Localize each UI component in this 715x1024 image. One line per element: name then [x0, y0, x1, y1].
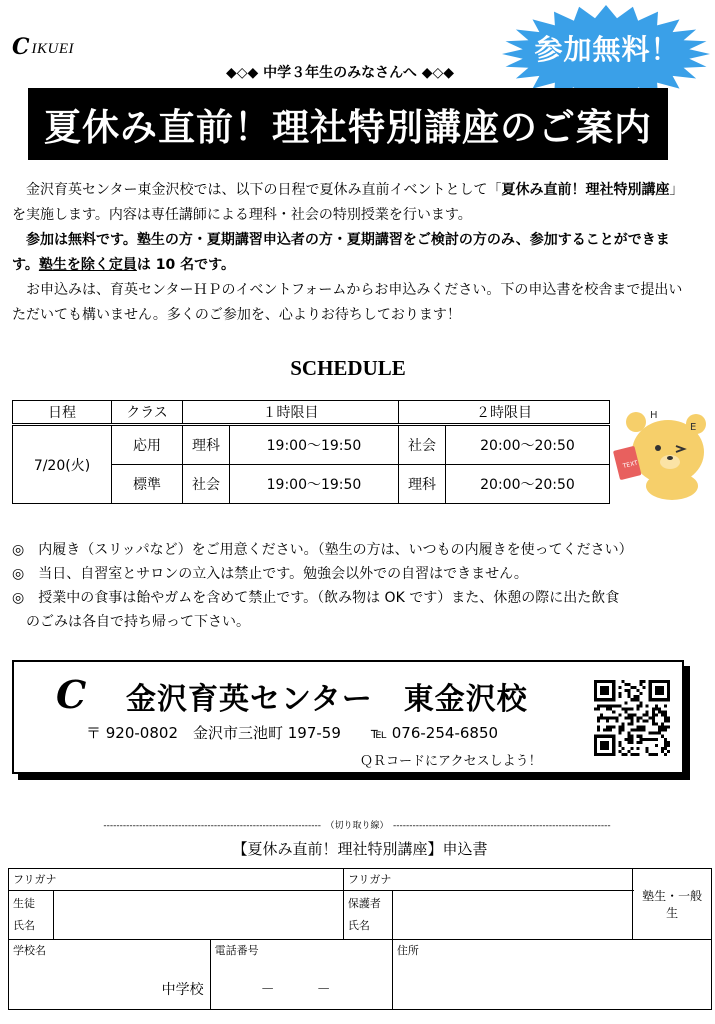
header-class: クラス [112, 401, 183, 425]
bear-letter-e: E [690, 422, 697, 433]
capacity-label: 塾生を除く定員 [38, 257, 137, 273]
class-name: 標準 [112, 465, 183, 504]
cut-line: ------------------------------------------------------------------- （切り取り線） ------------------------------------------------------------------- [103, 821, 611, 831]
school-address: 〒 920-0802 金沢市三池町 197-59 ℡ 076-254-6850 [86, 724, 499, 742]
intro-paragraph [12, 178, 690, 328]
school-label: 学校名 [13, 944, 46, 957]
subject-1: 理科 [183, 425, 230, 465]
page-title: 夏休み直前！理社特別講座のご案内 [44, 106, 652, 149]
school-field[interactable] [9, 940, 211, 1010]
notes-list [12, 538, 702, 634]
subject-2: 理科 [399, 465, 446, 504]
header-date: 日程 [13, 401, 112, 425]
school-suffix: 中学校 [161, 982, 204, 998]
school-logo: Ⅽ [56, 672, 87, 717]
qr-note: ＱＲコードにアクセスしよう！ [360, 754, 542, 769]
application-paragraph: お申込みは、育英センターＨＰのイベントフォームからお申込みください。下の申込書を校舎まで提出いただいても構いません。多くのご参加を、心よりお待ちしております！ [12, 282, 683, 323]
guardian-label-2: 氏名 [347, 919, 370, 932]
capacity-text: は 10 名です。 [136, 257, 236, 273]
book-label: TEXT [622, 459, 639, 471]
logo-mark: Ⅽ [12, 34, 30, 60]
ikuei-logo [12, 36, 74, 58]
time-1: 19:00～19:50 [230, 425, 399, 465]
student-label-1: 生徒 [13, 897, 35, 910]
schedule-header-row [13, 401, 610, 425]
class-name: 応用 [112, 425, 183, 465]
note-item: ◎ 当日、自習室とサロンの立入は禁止です。勉強会以外での自習はできません。 [12, 566, 528, 582]
form-title: 【夏休み直前！理社特別講座】申込書 [232, 840, 488, 858]
guardian-name-field[interactable] [392, 891, 632, 940]
address-field[interactable] [392, 940, 711, 1010]
student-name-label [9, 891, 54, 940]
phone-value: － － [260, 982, 331, 998]
logo-text: IKUEI [31, 41, 75, 57]
category-field[interactable]: 塾生・一般生 [633, 869, 712, 940]
target-audience: ◆◇◆ 中学３年生のみなさんへ ◆◇◆ [225, 65, 455, 81]
student-label-2: 氏名 [13, 919, 35, 932]
application-form [8, 868, 712, 1010]
phone-label: 電話番号 [214, 944, 259, 957]
bear-mascot-icon [612, 402, 712, 500]
guardian-label-1: 保護者 [347, 897, 381, 910]
header-period-2: ２時限目 [399, 401, 610, 425]
subject-1: 社会 [183, 465, 230, 504]
school-name: 金沢育英センター 東金沢校 [126, 682, 528, 717]
student-name-field[interactable] [54, 891, 344, 940]
free-entry-label: 参加無料！ [534, 33, 680, 66]
time-2: 20:00～20:50 [446, 425, 610, 465]
note-item: ◎ 授業中の食事は飴やガムを含めて禁止です。（飲み物は OK です）また、休憩の際に出た飲食 [12, 590, 620, 606]
table-row [13, 425, 610, 465]
intro-text-1: 金沢育英センター東金沢校では、以下の日程で夏休み直前イベントとして「 [26, 182, 502, 198]
eligibility-text: 参加は無料です。塾生の方・夏期講習申込者の方・夏期講習をご検討の方のみ、参加することができます。 [12, 232, 670, 273]
schedule-table [12, 400, 610, 504]
address-label: 住所 [396, 944, 419, 957]
event-name: 夏休み直前！理社特別講座 [501, 182, 670, 198]
schedule-date: 7/20(火) [13, 425, 112, 504]
note-item: ◎ 内履き（スリッパなど）をご用意ください。（塾生の方は、いつもの内履きを使ってください） [12, 542, 633, 558]
phone-field[interactable] [210, 940, 392, 1010]
qr-code-icon[interactable] [594, 680, 670, 756]
note-item: のごみは各自で持ち帰って下さい。 [12, 614, 250, 630]
schedule-heading: SCHEDULE [290, 356, 406, 380]
subject-2: 社会 [399, 425, 446, 465]
time-1: 19:00～19:50 [230, 465, 399, 504]
time-2: 20:00～20:50 [446, 465, 610, 504]
furigana-guardian[interactable]: フリガナ [343, 869, 632, 891]
header-period-1: １時限目 [183, 401, 399, 425]
bear-letter-h: H [650, 410, 658, 421]
guardian-name-label [343, 891, 392, 940]
intro-text-2: 」を実施します。内容は専任講師による理科・社会の特別授業を行います。 [12, 182, 684, 223]
furigana-student[interactable]: フリガナ [9, 869, 344, 891]
